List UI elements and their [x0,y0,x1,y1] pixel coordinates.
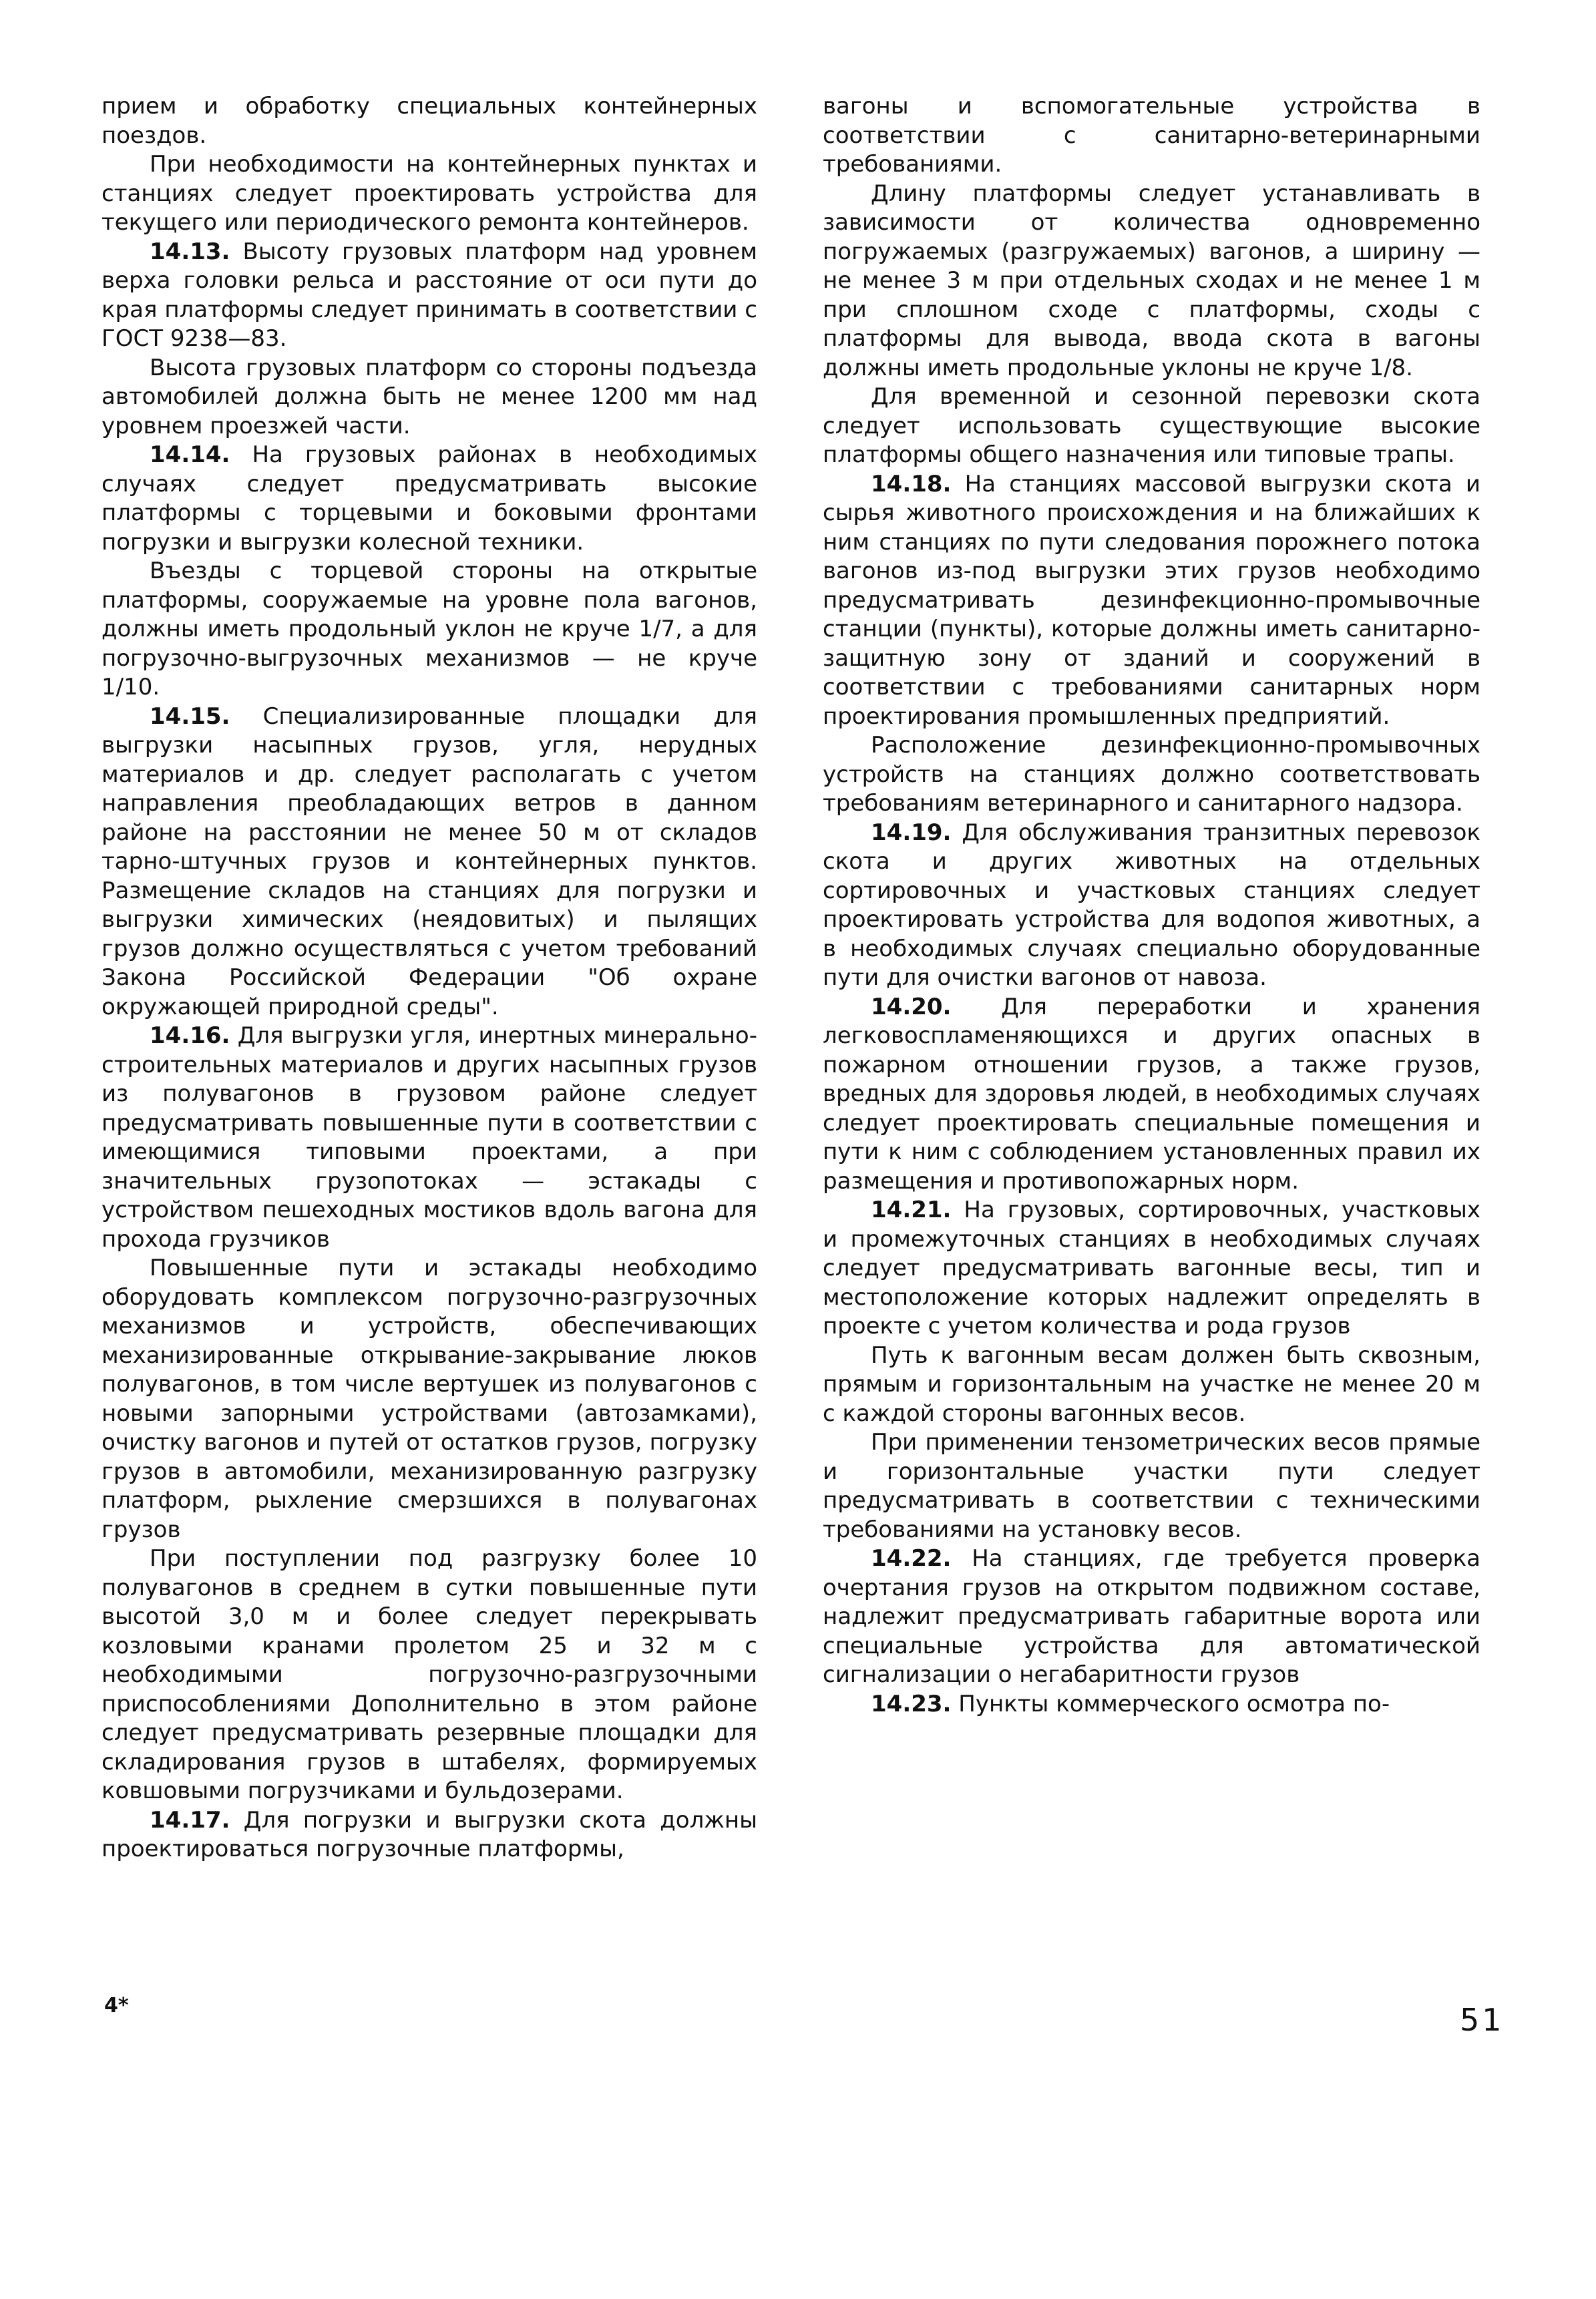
paragraph-text: вагоны и вспомогательные устройства в соответствии с санитарно-ветеринарными требованиями. [823,93,1480,178]
paragraph [102,92,757,150]
paragraph [823,1690,1480,1719]
paragraph [823,92,1480,180]
paragraph-text: Для переработки и хранения легковоспламеняющихся и других опасных в пожарном отношении грузов, а также грузов, вредных для здоровья людей, в необходимых случаях следует проектировать специальные помещения и пути к ним с соблюдением установленных правил их размещения и противопожарных норм. [823,993,1480,1195]
paragraph-text: На станциях, где требуется проверка очертания грузов на открытом подвижном составе, надлежит предусматривать габаритные ворота или специальные устройства для автоматической сигнализации о негабаритности грузов [823,1545,1480,1688]
paragraph-text: Для выгрузки угля, инертных минерально-строительных материалов и других насыпных грузов из полувагонов в грузовом районе следует предусматривать повышенные пути в соответствии с имеющимися типовыми проектами, а при значительных грузопотоках — эстакады с устройством пешеходных мостиков вдоль вагона для прохода грузчиков [102,1022,757,1253]
clause-number: 14.14. [150,441,230,468]
paragraph [823,1428,1480,1544]
clause-number: 14.23. [871,1690,952,1717]
paragraph-text: Высота грузовых платформ со стороны подъезда автомобилей должна быть не менее 1200 мм над уровнем проезжей части. [102,354,757,439]
paragraph-text: Пункты коммерческого осмотра по- [951,1690,1390,1717]
paragraph-text: Расположение дезинфекционно-промывочных устройств на станциях должно соответствовать требованиям ветеринарного и санитарного надзора. [823,732,1480,817]
paragraph-text: При поступлении под разгрузку более 10 полувагонов в среднем в сутки повышенные пути высотой 3,0 м и более следует перекрывать козловыми кранами пролетом 25 и 32 м с необходимыми погрузочно-разгрузочными приспособлениями Дополнительно в этом районе следует предусматривать резервные площадки для складирования грузов в штабелях, формируемых ковшовыми погрузчиками и бульдозерами. [102,1545,757,1804]
paragraph [102,441,757,557]
paragraph-text: Длину платформы следует устанавливать в зависимости от количества одновременно погружаемых (разгружаемых) вагонов, а ширину — не менее 3 м при отдельных сходах и не менее 1 м при сплошном сходе с платформы, сходы с платформы для вывода, ввода скота в вагоны должны иметь продольные уклоны не круче 1/8. [823,180,1480,381]
paragraph [102,557,757,702]
clause-number: 14.17. [150,1806,230,1834]
paragraph-text: При применении тензометрических весов прямые и горизонтальные участки пути следует предусматривать в соответствии с техническими требованиями на установку весов. [823,1429,1480,1543]
paragraph-text: При необходимости на контейнерных пунктах и станциях следует проектировать устройства для текущего или периодического ремонта контейнеров. [102,151,757,236]
paragraph [823,1544,1480,1690]
paragraph [823,470,1480,732]
paragraph-text: Повышенные пути и эстакады необходимо оборудовать комплексом погрузочно-разгрузочных механизмов и устройств, обеспечивающих механизированные открывание-закрывание люков полувагонов, в том числе вертушек из полувагонов с новыми запорными устройствами (автозамками), очистку вагонов и путей от остатков грузов, погрузку грузов в автомобили, механизированную разгрузку платформ, рыхление смерзшихся в полувагонах грузов [102,1255,757,1543]
paragraph [823,1196,1480,1341]
paragraph-text: Специализированные площадки для выгрузки насыпных грузов, угля, нерудных материалов и др. следует располагать с учетом направления преобладающих ветров в данном районе на расстоянии не менее 50 м от складов тарно-штучных грузов и контейнерных пунктов. Размещение складов на станциях для погрузки и выгрузки химических (неядовитых) и пылящих грузов должно осуществляться с учетом требований Закона Российской Федерации "Об охране окружающей природной среды". [102,702,757,1020]
clause-number: 14.19. [871,819,952,846]
signature-mark: 4* [104,1994,129,2017]
paragraph-text: Для временной и сезонной перевозки скота следует использовать существующие высокие платформы общего назначения или типовые трапы. [823,383,1480,468]
paragraph [102,1022,757,1254]
paragraph [823,819,1480,993]
left-text-column [102,92,757,1864]
paragraph [823,180,1480,383]
page-number: 51 [1460,2002,1505,2038]
clause-number: 14.18. [871,470,952,497]
paragraph [102,354,757,441]
paragraph-text: прием и обработку специальных контейнерных поездов. [102,93,757,149]
paragraph-text: На грузовых районах в необходимых случаях следует предусматривать высокие платформы с торцевыми и боковыми фронтами погрузки и выгрузки колесной техники. [102,441,757,556]
clause-number: 14.20. [871,993,952,1020]
paragraph [823,1341,1480,1429]
paragraph-text: Высоту грузовых платформ над уровнем верха головки рельса и расстояние от оси пути до края платформы следует принимать в соответствии с ГОСТ 9238—83. [102,238,757,352]
paragraph [102,1254,757,1544]
paragraph [823,383,1480,470]
paragraph-text: Для погрузки и выгрузки скота должны проектироваться погрузочные платформы, [102,1806,757,1862]
paragraph [102,238,757,354]
paragraph-text: На грузовых, сортировочных, участковых и промежуточных станциях в необходимых случаях следует предусматривать вагонные весы, тип и местоположение которых надлежит определять в проекте с учетом количества и рода грузов [823,1197,1480,1339]
clause-number: 14.16. [150,1022,230,1049]
paragraph-text: Путь к вагонным весам должен быть сквозным, прямым и горизонтальным на участке не менее 20 м с каждой стороны вагонных весов. [823,1341,1480,1427]
clause-number: 14.22. [871,1545,952,1572]
paragraph [823,993,1480,1197]
paragraph [102,1806,757,1864]
paragraph-text: На станциях массовой выгрузки скота и сырья животного происхождения и на ближайших к ним станциях по пути следования порожнего потока вагонов из-под выгрузки этих грузов необходимо предусматривать дезинфекционно-промывочные станции (пункты), которые должны иметь санитарно-защитную зону от зданий и сооружений в соответствии с требованиями санитарных норм проектирования промышленных предприятий. [823,470,1480,730]
clause-number: 14.21. [871,1197,952,1223]
paragraph [102,150,757,238]
right-text-column [823,92,1480,1719]
paragraph [102,1544,757,1806]
paragraph-text: Въезды с торцевой стороны на открытые платформы, сооружаемые на уровне пола вагонов, должны иметь продольный уклон не круче 1/7, а для погрузочно-выгрузочных механизмов — не круче 1/10. [102,558,757,700]
paragraph [823,731,1480,819]
paragraph [102,702,757,1022]
clause-number: 14.13. [150,238,230,265]
paragraph-text: Для обслуживания транзитных перевозок скота и других животных на отдельных сортировочных и участковых станциях следует проектировать устройства для водопоя животных, а в необходимых случаях специально оборудованные пути для очистки вагонов от навоза. [823,819,1480,991]
clause-number: 14.15. [150,702,230,730]
